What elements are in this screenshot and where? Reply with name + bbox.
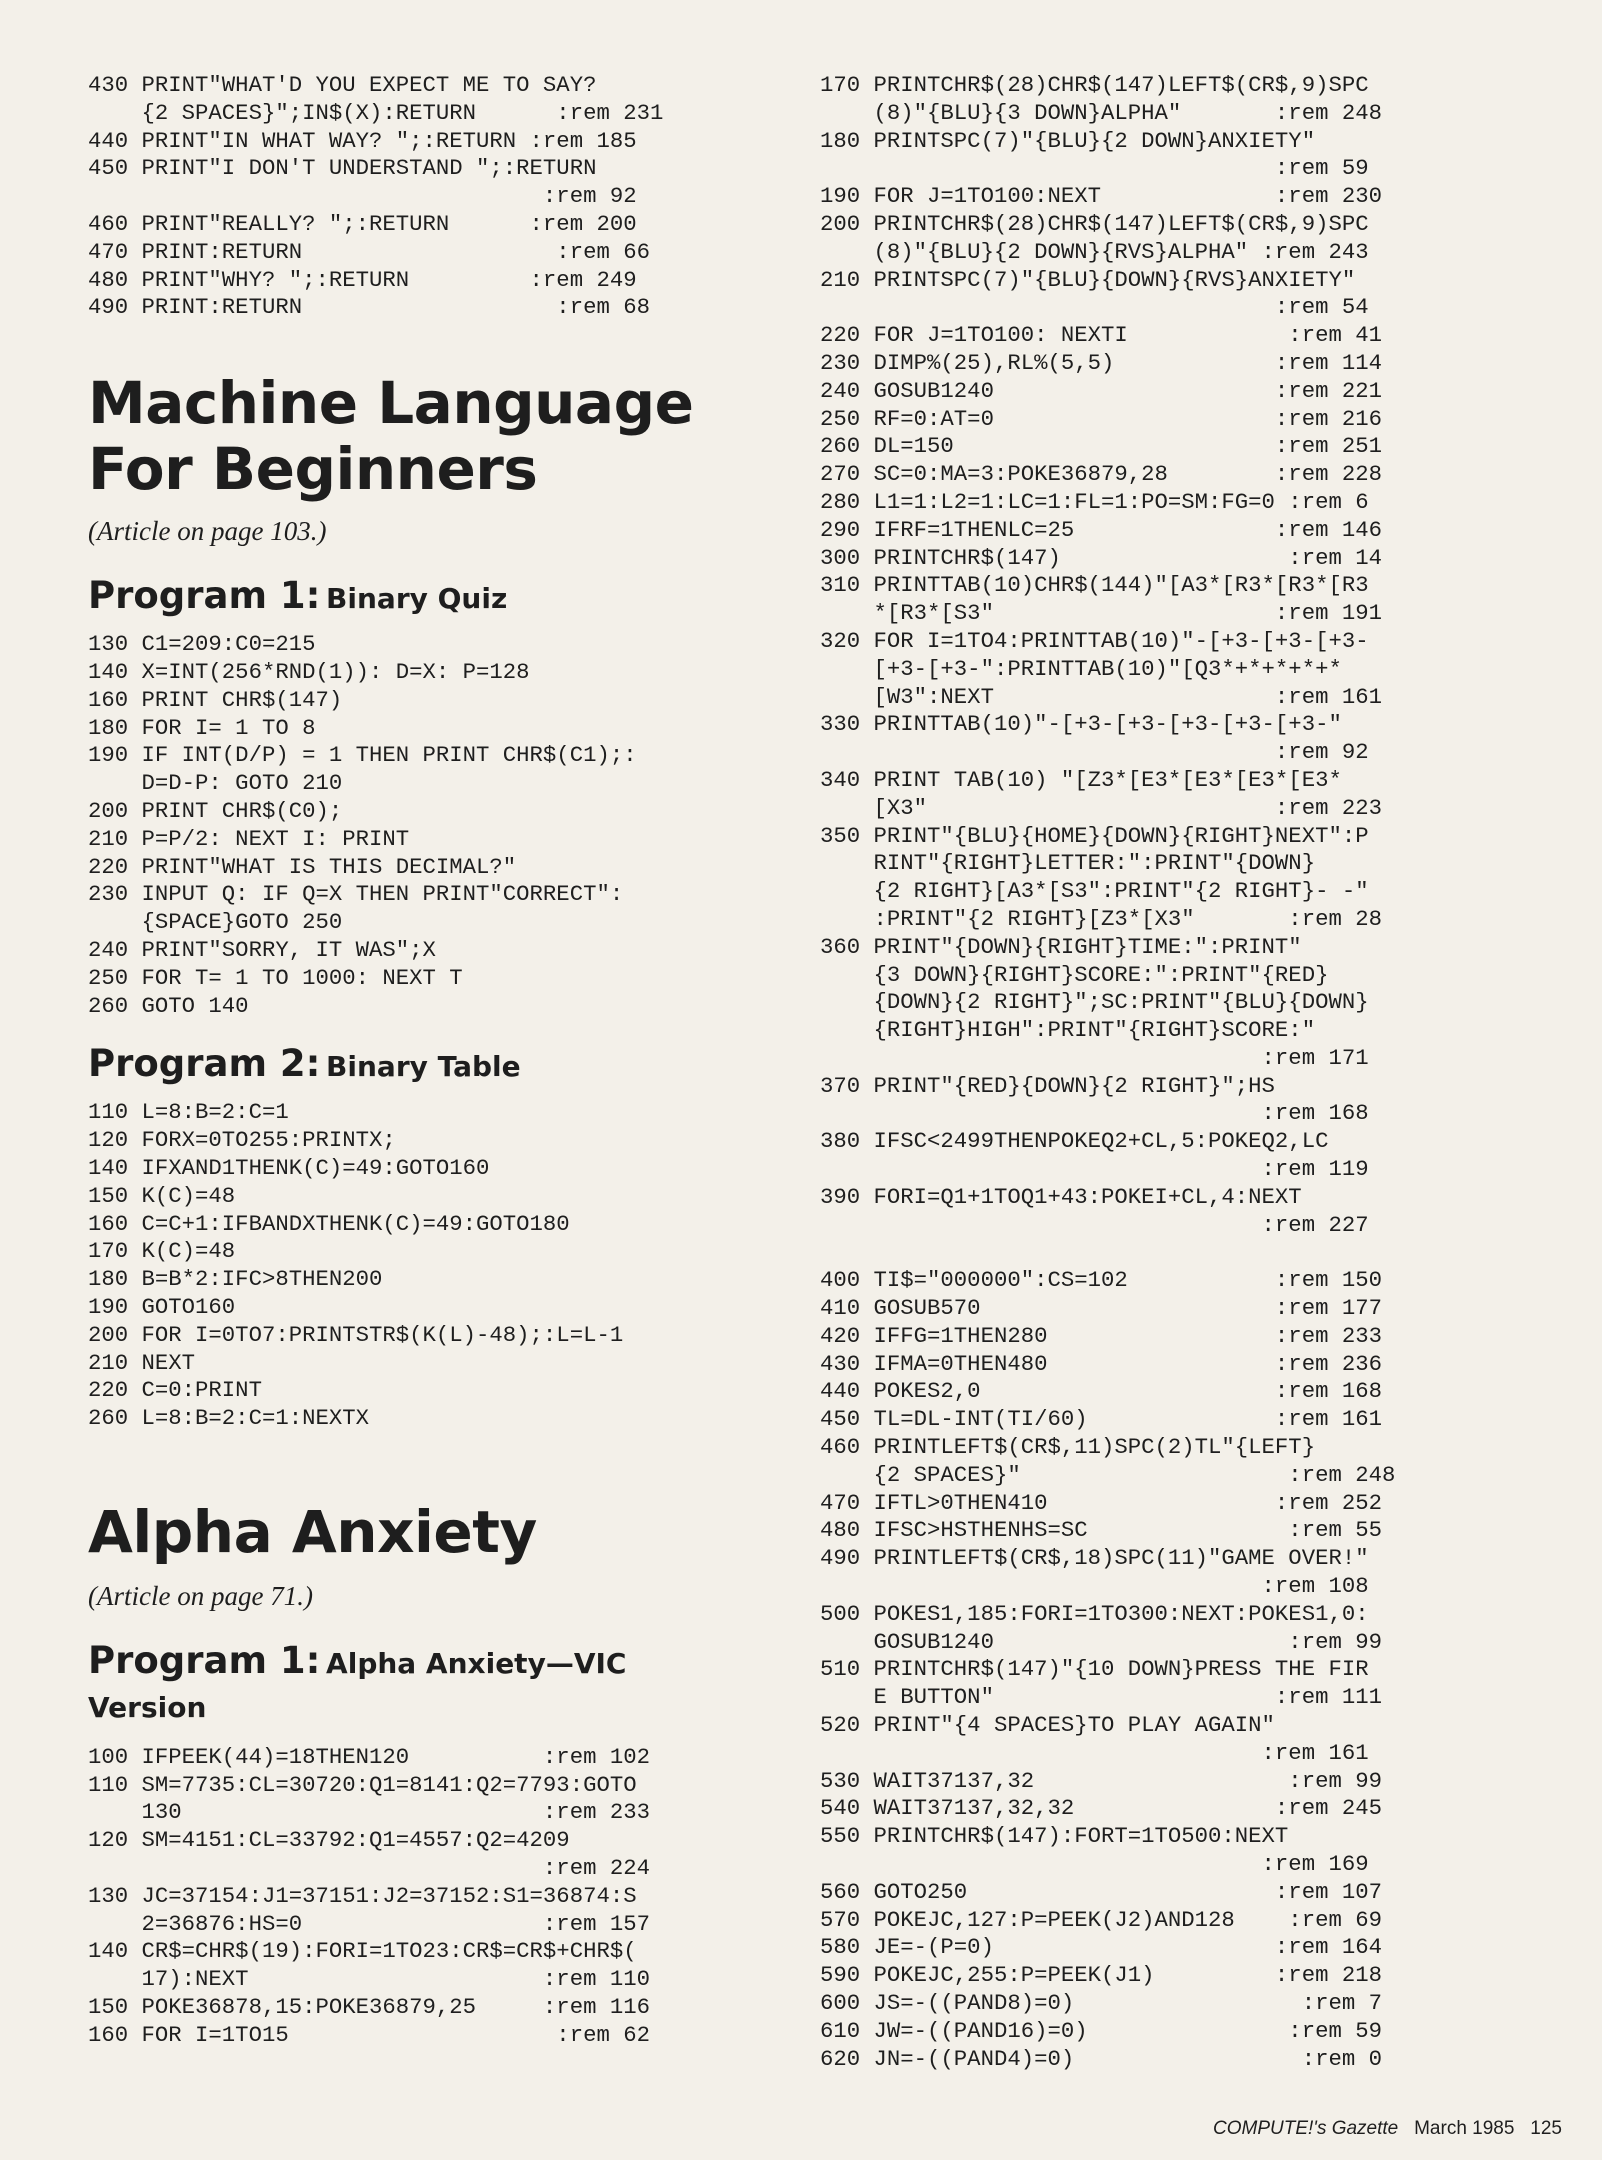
article-title-machine-language	[88, 370, 771, 502]
program-heading-alpha-anxiety	[88, 1638, 708, 1732]
alpha-anxiety-listing-continued	[820, 72, 1505, 2073]
program-label: Program 1:	[88, 1638, 321, 1682]
code-line: RINT"{RIGHT}LETTER:":PRINT"{DOWN}	[820, 850, 1316, 877]
code-line: 200 PRINTCHR$(28)CHR$(147)LEFT$(CR$,9)SPC	[820, 210, 1369, 237]
code-line: 210 PRINTSPC(7)"{BLU}{DOWN}{RVS}ANXIETY"	[820, 266, 1356, 293]
code-line: 110 L=8:B=2:C=1	[88, 1099, 289, 1126]
code-line: 17):NEXT :rem 110	[88, 1966, 650, 1993]
code-line: 360 PRINT"{DOWN}{RIGHT}TIME:":PRINT"	[820, 933, 1302, 960]
code-line: 320 FOR I=1TO4:PRINTTAB(10)"-[+3-[+3-[+3-	[820, 627, 1369, 654]
code-line: 210 P=P/2: NEXT I: PRINT	[88, 825, 410, 852]
code-line: 190 IF INT(D/P) = 1 THEN PRINT CHR$(C1);:	[88, 742, 637, 769]
code-line: 230 DIMP%(25),RL%(5,5) :rem 114	[820, 349, 1382, 376]
article-page-reference: (Article on page 103.)	[88, 516, 327, 547]
code-line: 130 JC=37154:J1=37151:J2=37152:S1=36874:S	[88, 1882, 637, 1909]
code-line: 490 PRINTLEFT$(CR$,18)SPC(11)"GAME OVER!"	[820, 1545, 1369, 1572]
code-line: 340 PRINT TAB(10) "[Z3*[E3*[E3*[E3*[E3*	[820, 766, 1342, 793]
code-line: 250 RF=0:AT=0 :rem 216	[820, 405, 1382, 432]
code-line: 160 C=C+1:IFBANDXTHENK(C)=49:GOTO180	[88, 1210, 570, 1237]
code-line: 260 L=8:B=2:C=1:NEXTX	[88, 1405, 369, 1432]
code-line: 550 PRINTCHR$(147):FORT=1TO500:NEXT	[820, 1823, 1289, 1850]
issue-date: March 1985	[1414, 2118, 1515, 2139]
code-line: 250 FOR T= 1 TO 1000: NEXT T	[88, 964, 463, 991]
code-line: {3 DOWN}{RIGHT}SCORE:":PRINT"{RED}	[820, 961, 1329, 988]
code-line: :rem 169	[820, 1851, 1369, 1877]
code-line: [+3-[+3-":PRINTTAB(10)"[Q3*+*+*+*+*	[820, 655, 1342, 682]
code-line: 240 PRINT"SORRY, IT WAS";X	[88, 936, 436, 963]
code-line: 2=36876:HS=0 :rem 157	[88, 1910, 650, 1937]
code-line: 180 FOR I= 1 TO 8	[88, 714, 316, 741]
listing-continuation	[88, 72, 771, 322]
code-line: 460 PRINT"REALLY? ";:RETURN :rem 200	[88, 210, 637, 237]
code-line: 190 GOTO160	[88, 1293, 236, 1320]
code-line: :rem 59	[820, 155, 1369, 182]
code-line: 510 PRINTCHR$(147)"{10 DOWN}PRESS THE FIR	[820, 1656, 1369, 1683]
code-line: [X3" :rem 223	[820, 794, 1382, 821]
code-line: 430 PRINT"WHAT'D YOU EXPECT ME TO SAY?	[88, 72, 597, 98]
code-line: :rem 227	[820, 1211, 1369, 1238]
code-line: 420 IFFG=1THEN280 :rem 233	[820, 1322, 1382, 1349]
code-line: GOSUB1240 :rem 99	[820, 1628, 1382, 1655]
code-line: :rem 224	[88, 1855, 650, 1882]
code-line: 540 WAIT37137,32,32 :rem 245	[820, 1795, 1382, 1822]
program-label: Program 1:	[88, 574, 321, 618]
article-title-alpha-anxiety: Alpha Anxiety	[88, 1497, 537, 1566]
code-line: 580 JE=-(P=0) :rem 164	[820, 1934, 1382, 1961]
code-line: {2 RIGHT}[A3*[S3":PRINT"{2 RIGHT}- -"	[820, 878, 1369, 905]
code-line: 490 PRINT:RETURN :rem 68	[88, 294, 650, 321]
code-line: 280 L1=1:L2=1:LC=1:FL=1:PO=SM:FG=0 :rem 6	[820, 488, 1369, 515]
code-line: 220 FOR J=1TO100: NEXTI :rem 41	[820, 322, 1382, 349]
code-line: 500 POKES1,185:FORI=1TO300:NEXT:POKES1,0:	[820, 1600, 1369, 1627]
code-line: 160 PRINT CHR$(147)	[88, 686, 343, 713]
code-line: 450 TL=DL-INT(TI/60) :rem 161	[820, 1406, 1382, 1433]
code-line: (8)"{BLU}{3 DOWN}ALPHA" :rem 248	[820, 99, 1382, 126]
code-line: 200 FOR I=0TO7:PRINTSTR$(K(L)-48);:L=L-1	[88, 1321, 624, 1348]
program-heading-binary-quiz	[88, 574, 771, 617]
code-line: 440 POKES2,0 :rem 168	[820, 1378, 1382, 1405]
page-number: 125	[1530, 2118, 1562, 2139]
code-line: 560 GOTO250 :rem 107	[820, 1878, 1382, 1905]
code-line: 620 JN=-((PAND4)=0) :rem 0	[820, 2045, 1382, 2072]
code-line: 150 POKE36878,15:POKE36879,25 :rem 116	[88, 1994, 650, 2021]
code-line: {2 SPACES}" :rem 248	[820, 1461, 1396, 1488]
code-line: :rem 168	[820, 1100, 1369, 1127]
code-line: 120 SM=4151:CL=33792:Q1=4557:Q2=4209	[88, 1827, 570, 1854]
code-line: 600 JS=-((PAND8)=0) :rem 7	[820, 1989, 1382, 2016]
code-line: 190 FOR J=1TO100:NEXT :rem 230	[820, 183, 1382, 210]
code-line: 240 GOSUB1240 :rem 221	[820, 377, 1382, 404]
program-label: Program 2:	[88, 1042, 321, 1086]
code-line: 170 PRINTCHR$(28)CHR$(147)LEFT$(CR$,9)SPC	[820, 72, 1369, 98]
article-title-line-2: For Beginners	[88, 435, 538, 504]
code-line: 180 PRINTSPC(7)"{BLU}{2 DOWN}ANXIETY"	[820, 127, 1316, 154]
code-line: 220 C=0:PRINT	[88, 1377, 262, 1404]
program-heading-binary-table	[88, 1042, 771, 1085]
code-line: 260 GOTO 140	[88, 992, 249, 1019]
article-title-line-1: Machine Language	[88, 369, 694, 438]
code-line: :rem 108	[820, 1573, 1369, 1600]
code-line: :PRINT"{2 RIGHT}[Z3*[X3" :rem 28	[820, 905, 1382, 932]
code-line: 180 B=B*2:IFC>8THEN200	[88, 1266, 383, 1293]
code-line: (8)"{BLU}{2 DOWN}{RVS}ALPHA" :rem 243	[820, 238, 1369, 265]
code-line: 390 FORI=Q1+1TOQ1+43:POKEI+CL,4:NEXT	[820, 1183, 1302, 1210]
code-line: 440 PRINT"IN WHAT WAY? ";:RETURN :rem 185	[88, 127, 637, 154]
code-line: 590 POKEJC,255:P=PEEK(J1) :rem 218	[820, 1962, 1382, 1989]
code-line: 140 X=INT(256*RND(1)): D=X: P=128	[88, 658, 530, 685]
code-line: 610 JW=-((PAND16)=0) :rem 59	[820, 2017, 1382, 2044]
code-line: :rem 54	[820, 294, 1369, 321]
code-line: 450 PRINT"I DON'T UNDERSTAND ";:RETURN	[88, 155, 597, 182]
code-line: 150 K(C)=48	[88, 1182, 236, 1209]
code-line	[820, 1239, 1505, 1267]
code-line: 410 GOSUB570 :rem 177	[820, 1295, 1382, 1322]
publication-name: COMPUTE!'s Gazette	[1213, 2118, 1399, 2139]
binary-quiz-listing	[88, 631, 771, 1020]
code-line: 260 DL=150 :rem 251	[820, 433, 1382, 460]
code-line: 480 IFSC>HSTHENHS=SC :rem 55	[820, 1517, 1382, 1544]
article-page-reference: (Article on page 71.)	[88, 1580, 313, 1611]
code-line: 470 IFTL>0THEN410 :rem 252	[820, 1489, 1382, 1516]
code-line: {SPACE}GOTO 250	[88, 909, 343, 936]
code-line: 570 POKEJC,127:P=PEEK(J2)AND128 :rem 69	[820, 1906, 1382, 1933]
code-line: [W3":NEXT :rem 161	[820, 683, 1382, 710]
code-line: 140 CR$=CHR$(19):FORI=1TO23:CR$=CR$+CHR$(	[88, 1938, 637, 1965]
code-line: 110 SM=7735:CL=30720:Q1=8141:Q2=7793:GOTO	[88, 1771, 637, 1798]
code-line: 230 INPUT Q: IF Q=X THEN PRINT"CORRECT":	[88, 881, 624, 908]
code-line: 430 IFMA=0THEN480 :rem 236	[820, 1350, 1382, 1377]
code-line: :rem 161	[820, 1739, 1369, 1766]
code-line: 130 C1=209:C0=215	[88, 631, 316, 658]
code-line: E BUTTON" :rem 111	[820, 1684, 1382, 1711]
code-line: :rem 171	[820, 1044, 1369, 1071]
code-line: 120 FORX=0TO255:PRINTX;	[88, 1127, 396, 1154]
code-line: 520 PRINT"{4 SPACES}TO PLAY AGAIN"	[820, 1712, 1275, 1739]
code-line: 380 IFSC<2499THENPOKEQ2+CL,5:POKEQ2,LC	[820, 1128, 1329, 1155]
binary-table-listing	[88, 1099, 771, 1433]
code-line: 300 PRINTCHR$(147) :rem 14	[820, 544, 1382, 571]
code-line: 470 PRINT:RETURN :rem 66	[88, 238, 650, 265]
code-line: D=D-P: GOTO 210	[88, 770, 343, 797]
alpha-anxiety-listing-start	[88, 1744, 771, 2050]
left-column	[88, 72, 771, 2050]
right-column	[820, 72, 1505, 2073]
code-line: {2 SPACES}";IN$(X):RETURN :rem 231	[88, 99, 664, 126]
code-line: 530 WAIT37137,32 :rem 99	[820, 1767, 1382, 1794]
code-line: 460 PRINTLEFT$(CR$,11)SPC(2)TL"{LEFT}	[820, 1434, 1316, 1461]
code-line: 100 IFPEEK(44)=18THEN120 :rem 102	[88, 1743, 650, 1770]
code-line: :rem 92	[820, 739, 1369, 766]
code-line: {DOWN}{2 RIGHT}";SC:PRINT"{BLU}{DOWN}	[820, 989, 1369, 1016]
code-line: 130 :rem 233	[88, 1799, 650, 1826]
code-line: :rem 92	[88, 183, 637, 210]
code-line: 220 PRINT"WHAT IS THIS DECIMAL?"	[88, 853, 517, 880]
code-line: :rem 119	[820, 1156, 1369, 1183]
code-line: 370 PRINT"{RED}{DOWN}{2 RIGHT}";HS	[820, 1072, 1275, 1099]
code-line: 290 IFRF=1THENLC=25 :rem 146	[820, 516, 1382, 543]
code-line: 270 SC=0:MA=3:POKE36879,28 :rem 228	[820, 461, 1382, 488]
program-subtitle: Alpha Anxiety—VIC Version	[88, 1646, 627, 1724]
program-subtitle: Binary Table	[326, 1050, 521, 1084]
program-subtitle: Binary Quiz	[326, 582, 508, 616]
code-line: *[R3*[S3" :rem 191	[820, 600, 1382, 627]
code-line: {RIGHT}HIGH":PRINT"{RIGHT}SCORE:"	[820, 1017, 1316, 1044]
page-footer	[1142, 2118, 1562, 2140]
code-line: 310 PRINTTAB(10)CHR$(144)"[A3*[R3*[R3*[R3	[820, 572, 1369, 599]
code-line: 350 PRINT"{BLU}{HOME}{DOWN}{RIGHT}NEXT":P	[820, 822, 1369, 849]
code-line: 400 TI$="000000":CS=102 :rem 150	[820, 1267, 1382, 1294]
code-line: 210 NEXT	[88, 1349, 196, 1376]
code-line: 160 FOR I=1TO15 :rem 62	[88, 2021, 650, 2048]
code-line: 140 IFXAND1THENK(C)=49:GOTO160	[88, 1154, 490, 1181]
code-line: 200 PRINT CHR$(C0);	[88, 797, 343, 824]
code-line: 480 PRINT"WHY? ";:RETURN :rem 249	[88, 266, 637, 293]
code-line: 330 PRINTTAB(10)"-[+3-[+3-[+3-[+3-[+3-"	[820, 711, 1342, 738]
code-line: 170 K(C)=48	[88, 1238, 236, 1265]
